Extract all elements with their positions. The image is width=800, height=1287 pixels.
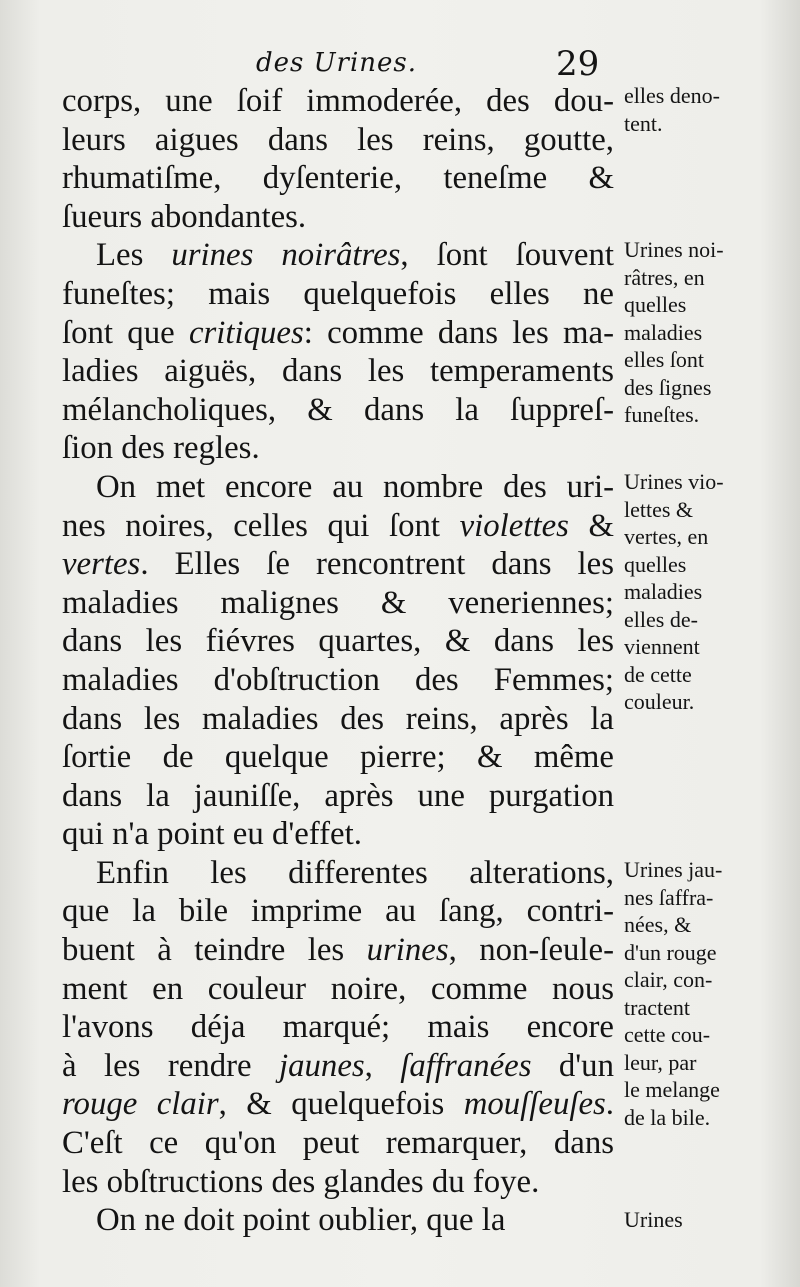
margin-note (624, 856, 764, 1131)
margin-note-line: Urines vio- (624, 469, 724, 494)
margin-note-line: tent. (624, 110, 663, 136)
text-line: ſueurs abondantes. (62, 198, 307, 235)
margin-note-line: elles de- (624, 606, 698, 632)
margin-note-line: quelles (624, 292, 687, 317)
margin-note-line: de cette (624, 661, 692, 687)
text-line: vertes. Elles ſe rencontrent dans les (62, 546, 614, 583)
text-line: rouge clair, & quelquefois mouſſeuſes. (62, 1086, 614, 1123)
margin-note (624, 236, 764, 429)
margin-note-line: le melange (624, 1077, 720, 1102)
text-line: ſont que critiques: comme dans les ma- (62, 314, 615, 351)
margin-note-line: vertes, en (624, 524, 709, 549)
margin-note-line: elles ſont (624, 347, 705, 372)
text-line: dans les maladies des reins, après la (62, 700, 614, 737)
text-line: ment en couleur noire, comme nous (62, 970, 614, 1007)
margin-note (624, 82, 764, 137)
text-line: rhumatiſme, dyſenterie, teneſme & (62, 160, 614, 197)
text-line: Enfin les differentes alterations, (96, 854, 614, 891)
margin-note-line: Urines (624, 1207, 683, 1232)
margin-note-line: nes ſaffra- (624, 884, 714, 910)
text-line: C'eſt ce qu'on peut remarquer, dans (62, 1125, 614, 1162)
margin-note-line: couleur. (624, 689, 695, 714)
margin-note-line: quelles (624, 551, 687, 577)
text-line: buent à teindre les urines, non-ſeule- (62, 932, 614, 969)
main-text-block (62, 82, 614, 1240)
margin-note-line: Urines noi- (624, 237, 724, 262)
margin-note-line: des ſignes (624, 374, 712, 400)
margin-note-line: nées, & (624, 912, 692, 937)
text-line: On ne doit point oublier, que la (96, 1202, 506, 1239)
running-title: des Urines. (256, 48, 418, 78)
margin-note-line: tractent (624, 994, 690, 1020)
text-line: ſion des regles. (62, 430, 260, 467)
margin-note-line: râtres, en (624, 264, 705, 290)
text-line: Les urines noirâtres, ſont ſouvent (96, 237, 615, 274)
text-line: maladies d'obſtruction des Femmes; (62, 661, 614, 698)
page-number: 29 (556, 44, 600, 84)
margin-note-line: d'un rouge (624, 939, 717, 965)
text-line: à les rendre jaunes, ſaffranées d'un (62, 1047, 614, 1084)
text-line: On met encore au nombre des uri- (96, 468, 614, 505)
margin-note-line: Urines jau- (624, 857, 723, 882)
text-line: leurs aigues dans les reins, goutte, (62, 121, 614, 158)
margin-note-line: elles deno- (624, 83, 720, 108)
margin-note-line: cette cou- (624, 1022, 711, 1047)
text-line: qui n'a point eu d'effet. (62, 816, 362, 853)
margin-note-line: maladies (624, 319, 703, 345)
margin-note-line: viennent (624, 634, 700, 659)
margin-note-line: maladies (624, 579, 703, 604)
margin-note (624, 1206, 764, 1234)
text-line: ladies aiguës, dans les temperaments (62, 353, 614, 390)
text-line: mélancholiques, & dans la ſuppreſ- (62, 391, 614, 428)
margin-note (624, 468, 764, 716)
margin-note-line: lettes & (624, 496, 694, 522)
margin-note-line: funeſtes. (624, 402, 700, 427)
text-line: l'avons déja marqué; mais encore (62, 1009, 614, 1046)
margin-note-line: clair, con- (624, 967, 713, 992)
text-line: nes noires, celles qui ſont violettes & (62, 507, 614, 544)
text-line: maladies malignes & veneriennes; (62, 584, 614, 621)
text-line: ſortie de quelque pierre; & même (62, 739, 614, 776)
margin-note-line: leur, par (624, 1049, 697, 1075)
text-line: corps, une ſoif immoderée, des dou- (62, 83, 614, 119)
text-line: dans les fiévres quartes, & dans les (62, 623, 614, 660)
text-line: dans la jauniſſe, après une purgation (62, 777, 614, 814)
margin-note-line: de la bile. (624, 1104, 711, 1130)
text-line: les obſtructions des glandes du foye. (62, 1163, 540, 1200)
text-line: que la bile imprime au ſang, contri- (62, 893, 614, 930)
text-line: funeſtes; mais quelquefois elles ne (62, 275, 614, 312)
